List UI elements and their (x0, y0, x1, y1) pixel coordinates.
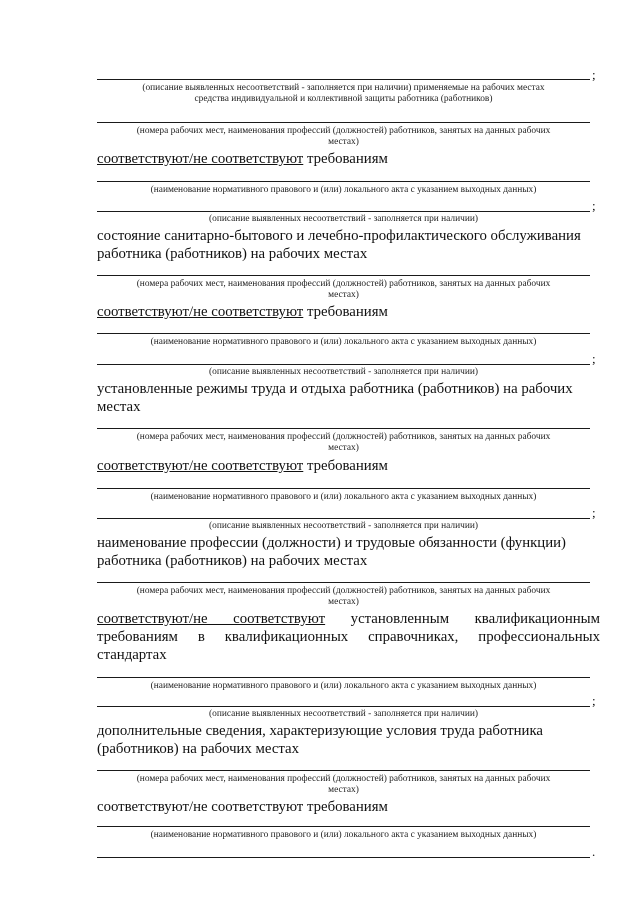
nonconformity-caption: (описание выявленных несоответствий - заполняется при наличии) применяемые на рабочих местах (142, 83, 545, 93)
fill-line[interactable] (97, 122, 590, 123)
fill-line[interactable] (97, 364, 590, 365)
nonconformity-caption: (описание выявленных несоответствий - заполняется при наличии) (209, 367, 478, 377)
workplaces-caption: (номера рабочих мест, наименования профессий (должностей) работников, занятых на данных рабочих (136, 432, 551, 442)
semicolon: ; (592, 67, 596, 82)
fill-line[interactable] (97, 275, 590, 276)
equipment-caption: средства индивидуальной и коллективной защиты работника (работников) (194, 94, 493, 104)
compliance-statement (97, 150, 388, 168)
fill-line[interactable] (97, 770, 590, 771)
semicolon: ; (592, 198, 596, 213)
semicolon: ; (592, 351, 596, 366)
qualification-choice: соответствуют/не соответствуют (97, 611, 326, 627)
normative-act-caption: (наименование нормативного правового и (или) локального акта с указанием выходных данных) (150, 337, 537, 347)
normative-act-caption: (наименование нормативного правового и (или) локального акта с указанием выходных данных) (150, 185, 537, 195)
compliance-requirements: требованиям (303, 458, 388, 474)
fill-line[interactable] (97, 488, 590, 489)
fill-line[interactable] (97, 706, 590, 707)
compliance-requirements: требованиям (303, 799, 388, 815)
fill-line[interactable] (97, 826, 590, 827)
compliance-choice: соответствуют/не соответствуют (97, 304, 304, 320)
compliance-requirements: требованиям (303, 151, 388, 167)
fill-line[interactable] (97, 333, 590, 334)
workplaces-caption: (номера рабочих мест, наименования профессий (должностей) работников, занятых на данных рабочих (136, 774, 551, 784)
normative-act-caption: (наименование нормативного правового и (или) локального акта с указанием выходных данных) (150, 830, 537, 840)
fill-line[interactable] (97, 181, 590, 182)
fill-line[interactable] (97, 582, 590, 583)
fill-line[interactable] (97, 857, 590, 858)
nonconformity-caption: (описание выявленных несоответствий - заполняется при наличии) (209, 521, 478, 531)
semicolon: ; (592, 693, 596, 708)
normative-act-caption: (наименование нормативного правового и (или) локального акта с указанием выходных данных) (150, 492, 537, 502)
workplaces-caption-cont: местах) (328, 597, 359, 607)
compliance-statement (97, 457, 388, 475)
fill-line[interactable] (97, 428, 590, 429)
fill-line[interactable] (97, 211, 590, 212)
period: . (592, 844, 596, 859)
workplaces-caption: (номера рабочих мест, наименования профессий (должностей) работников, занятых на данных рабочих (136, 279, 551, 289)
fill-line[interactable] (97, 79, 590, 80)
fill-line[interactable] (97, 677, 590, 678)
profession-heading: наименование профессии (должности) и трудовые обязанности (функции) работника (работников) на рабочих местах (97, 535, 566, 569)
workplaces-caption-cont: местах) (328, 290, 359, 300)
workplaces-caption-cont: местах) (328, 137, 359, 147)
workplaces-caption: (номера рабочих мест, наименования профессий (должностей) работников, занятых на данных рабочих (136, 126, 551, 136)
compliance-statement (97, 303, 388, 321)
compliance-choice: соответствуют/не соответствуют (97, 799, 304, 815)
compliance-choice: соответствуют/не соответствуют (97, 458, 304, 474)
work-rest-heading: установленные режимы труда и отдыха работника (работников) на рабочих местах (97, 381, 573, 415)
qualification-requirements: установленным квалификационным требованиям в квалификационных справочниках, профессиональных стандартах (97, 611, 600, 663)
fill-line[interactable] (97, 518, 590, 519)
compliance-choice: соответствуют/не соответствуют (97, 151, 304, 167)
nonconformity-caption: (описание выявленных несоответствий - заполняется при наличии) (209, 709, 478, 719)
qualification-statement (97, 610, 600, 664)
workplaces-caption-cont: местах) (328, 443, 359, 453)
sanitary-heading: состояние санитарно-бытового и лечебно-профилактического обслуживания работника (работников) на рабочих местах (97, 228, 581, 262)
semicolon: ; (592, 505, 596, 520)
normative-act-caption: (наименование нормативного правового и (или) локального акта с указанием выходных данных) (150, 681, 537, 691)
compliance-requirements: требованиям (303, 304, 388, 320)
nonconformity-caption: (описание выявленных несоответствий - заполняется при наличии) (209, 214, 478, 224)
workplaces-caption-cont: местах) (328, 785, 359, 795)
additional-heading: дополнительные сведения, характеризующие условия труда работника (работников) на рабочих местах (97, 723, 543, 757)
workplaces-caption: (номера рабочих мест, наименования профессий (должностей) работников, занятых на данных рабочих (136, 586, 551, 596)
compliance-statement (97, 798, 388, 816)
